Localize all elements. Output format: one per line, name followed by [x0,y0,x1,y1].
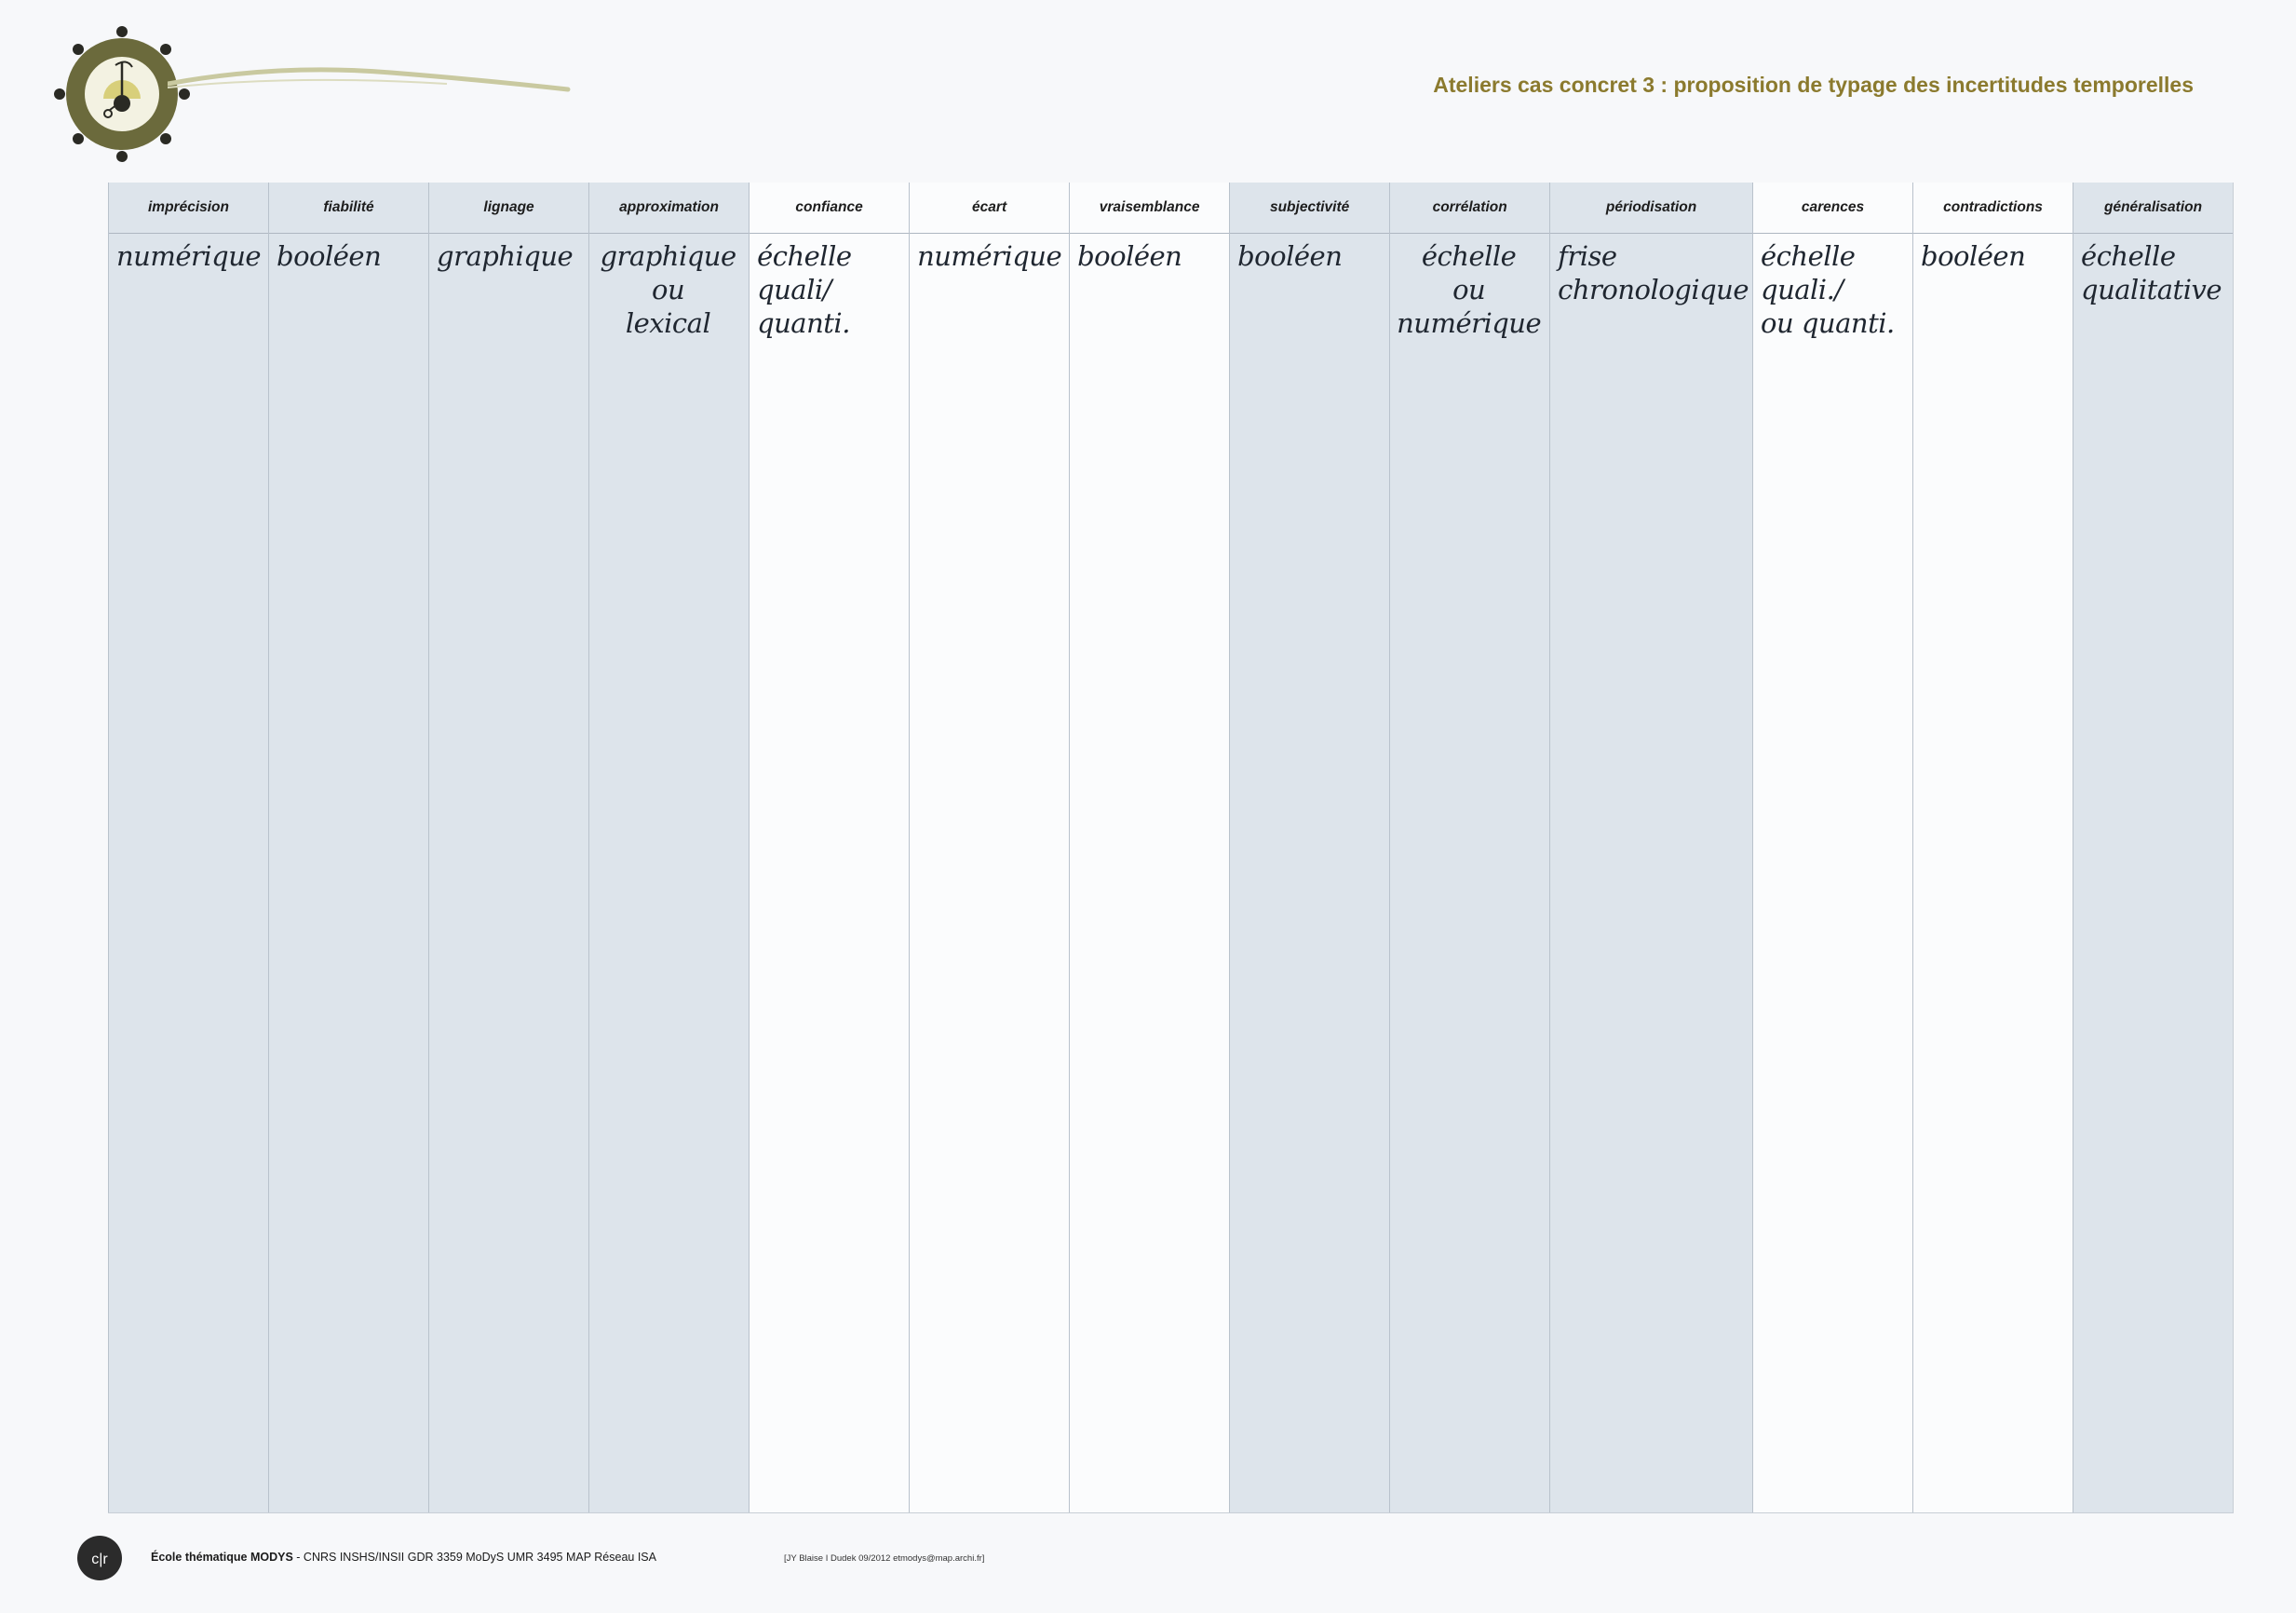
cr-badge-icon [76,1535,123,1581]
column-header: écart [910,183,1069,234]
typology-table [108,183,2234,1513]
column-header: lignage [429,183,588,234]
column-4 [749,183,909,1512]
decorative-swoosh [168,56,577,112]
column-header: contradictions [1913,183,2073,234]
column-0 [108,183,268,1512]
column-1 [268,183,428,1512]
svg-text:c|r: c|r [91,1552,108,1567]
footer-credits: [JY Blaise I Dudek 09/2012 etmodys@map.archi.fr] [784,1553,985,1564]
handwritten-cell: graphique ou lexical [600,240,736,339]
column-header: carences [1753,183,1912,234]
column-header: fiabilité [269,183,428,234]
column-7 [1229,183,1389,1512]
handwritten-cell: numérique [917,240,1062,272]
handwritten-cell: graphique [437,240,574,272]
column-9 [1549,183,1752,1512]
column-header: vraisemblance [1070,183,1229,234]
column-8 [1389,183,1549,1512]
column-10 [1752,183,1912,1512]
column-header: généralisation [2073,183,2233,234]
footer-school-name: École thématique MODYS [151,1551,293,1564]
column-header: périodisation [1550,183,1752,234]
handwritten-cell: booléen [1237,240,1343,272]
column-header: confiance [750,183,909,234]
handwritten-cell: frise chronologique [1558,240,1749,305]
column-12 [2073,183,2233,1512]
footer-school-affiliations: - CNRS INSHS/INSII GDR 3359 MoDyS UMR 3495 MAP Réseau ISA [292,1551,656,1564]
footer-school [151,1551,656,1564]
column-6 [1069,183,1229,1512]
column-header: approximation [589,183,749,234]
column-header: imprécision [109,183,268,234]
column-header: corrélation [1390,183,1549,234]
handwritten-cell: échelle quali/ quanti. [757,240,852,339]
column-11 [1912,183,2073,1512]
handwritten-cell: échelle quali./ ou quanti. [1761,240,1895,339]
handwritten-cell: booléen [1921,240,2026,272]
page-title: Ateliers cas concret 3 : proposition de typage des incertitudes temporelles [1433,73,2194,97]
column-5 [909,183,1069,1512]
handwritten-cell: échelle ou numérique [1397,240,1542,339]
handwritten-cell: échelle qualitative [2081,240,2222,305]
column-2 [428,183,588,1512]
handwritten-cell: booléen [277,240,382,272]
handwritten-cell: booléen [1077,240,1182,272]
column-3 [588,183,749,1512]
handwritten-cell: numérique [116,240,262,272]
column-header: subjectivité [1230,183,1389,234]
